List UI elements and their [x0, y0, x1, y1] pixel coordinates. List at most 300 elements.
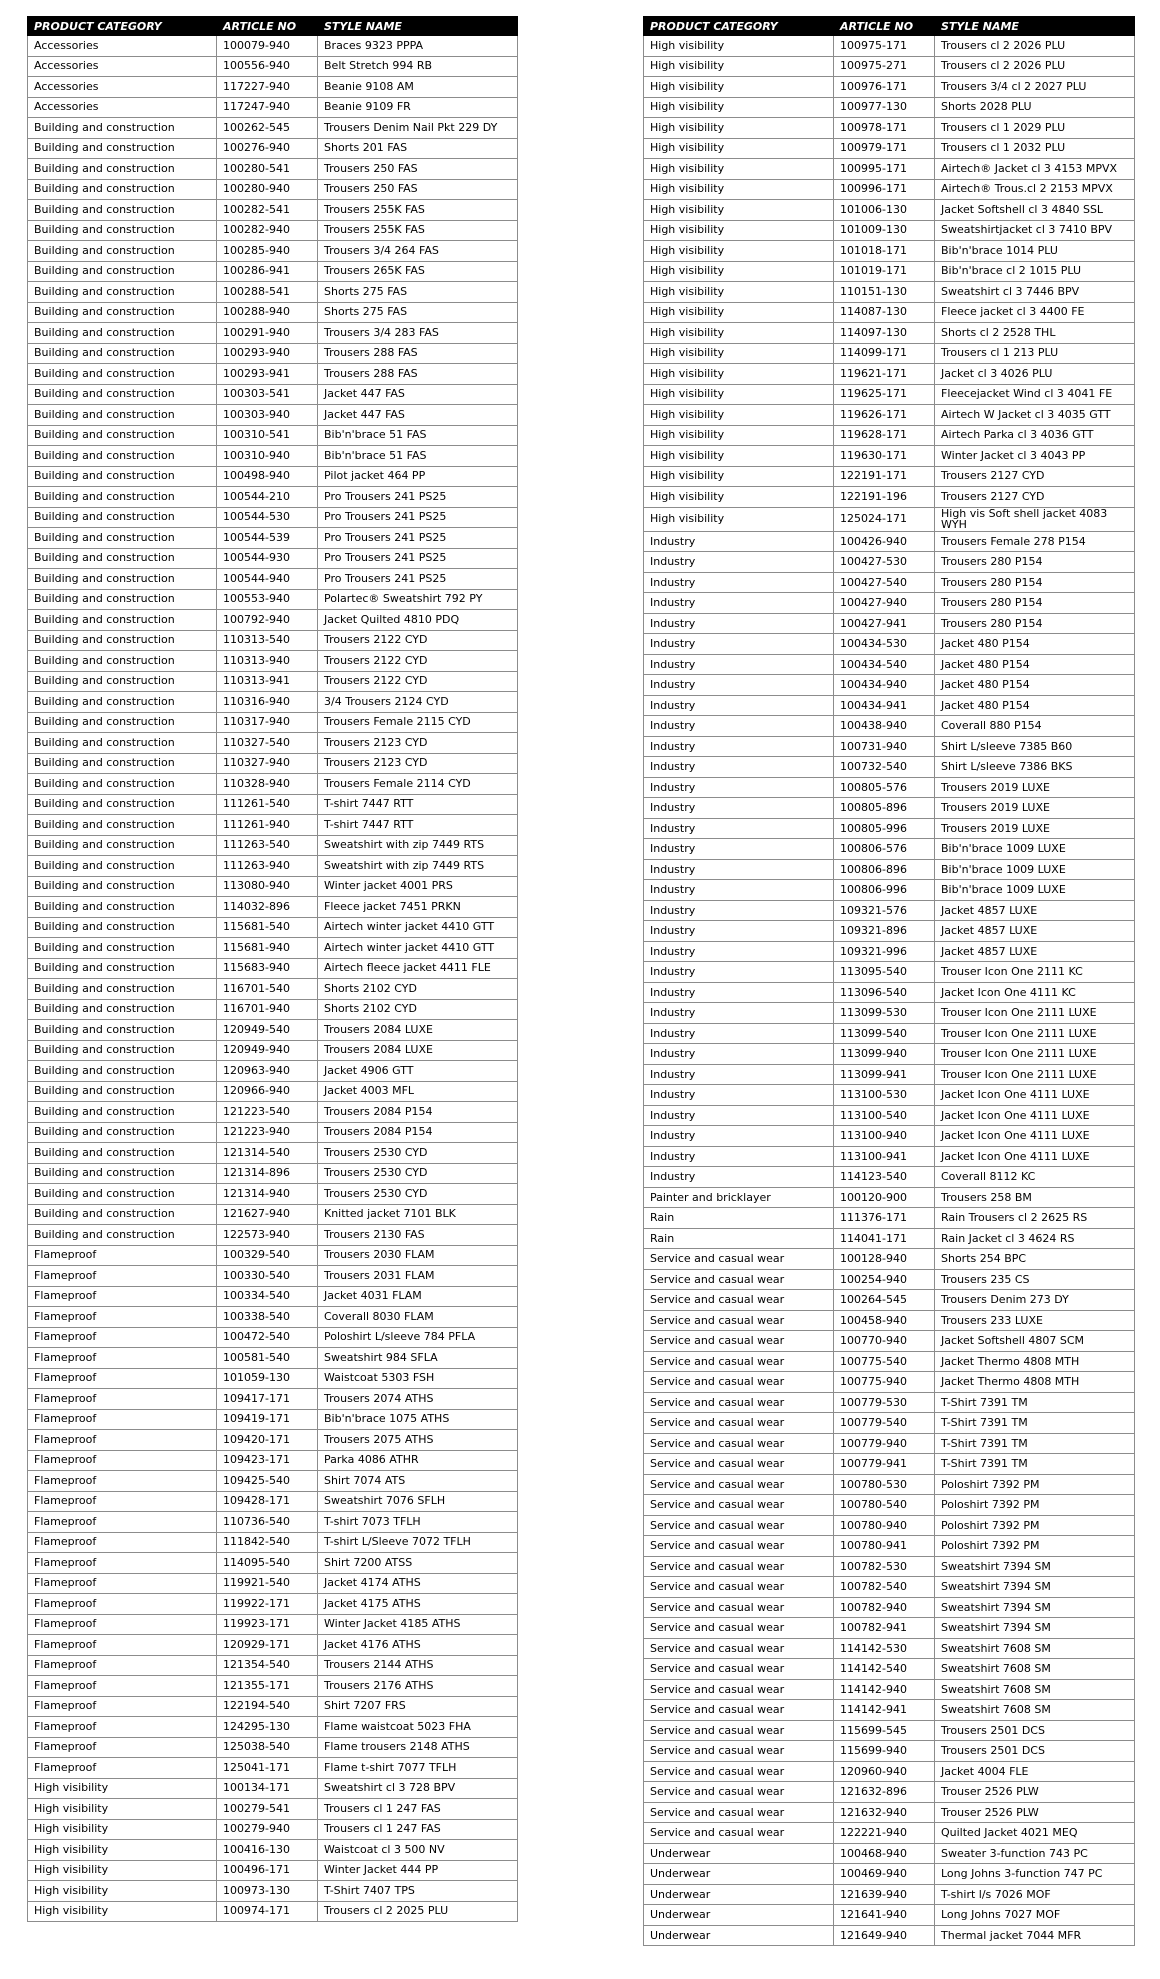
article-no-cell: 100310-940 — [217, 446, 318, 467]
table-row — [28, 118, 518, 139]
style-name-cell: Coverall 8112 KC — [935, 1167, 1135, 1188]
article-no-cell: 100427-540 — [834, 572, 935, 593]
table-row — [28, 261, 518, 282]
style-name-cell: Sweatshirt 7076 SFLH — [318, 1491, 518, 1512]
table-row — [644, 282, 1135, 303]
product-category-cell: Building and construction — [28, 897, 217, 918]
style-name-cell: Trousers 2123 CYD — [318, 733, 518, 754]
article-no-cell: 122221-940 — [834, 1823, 935, 1844]
article-no-cell: 100775-940 — [834, 1372, 935, 1393]
product-category-cell: High visibility — [644, 200, 834, 221]
style-name-cell: Sweatshirt with zip 7449 RTS — [318, 835, 518, 856]
style-name-cell: Winter Jacket cl 3 4043 PP — [935, 446, 1135, 467]
style-name-cell: Flame t-shirt 7077 TFLH — [318, 1758, 518, 1779]
article-no-cell: 101018-171 — [834, 241, 935, 262]
article-no-cell: 100792-940 — [217, 610, 318, 631]
table-row — [28, 1286, 518, 1307]
style-name-cell: Jacket Softshell cl 3 4840 SSL — [935, 200, 1135, 221]
style-name-cell: Jacket Icon One 4111 KC — [935, 982, 1135, 1003]
style-name-cell: Trousers 288 FAS — [318, 364, 518, 385]
article-no-cell: 100779-530 — [834, 1392, 935, 1413]
product-category-cell: Industry — [644, 900, 834, 921]
style-name-cell: Trousers 235 CS — [935, 1269, 1135, 1290]
article-no-cell: 100334-540 — [217, 1286, 318, 1307]
product-category-cell: Building and construction — [28, 774, 217, 795]
product-category-cell: Service and casual wear — [644, 1474, 834, 1495]
table-row — [28, 1532, 518, 1553]
article-no-cell: 100293-940 — [217, 343, 318, 364]
article-no-cell: 100806-576 — [834, 839, 935, 860]
article-no-cell: 100282-541 — [217, 200, 318, 221]
style-name-cell: Bib'n'brace cl 2 1015 PLU — [935, 261, 1135, 282]
article-no-cell: 119630-171 — [834, 446, 935, 467]
article-no-cell: 113099-530 — [834, 1003, 935, 1024]
article-no-cell: 116701-540 — [217, 979, 318, 1000]
product-category-cell: Rain — [644, 1228, 834, 1249]
product-category-cell: Service and casual wear — [644, 1413, 834, 1434]
table-row — [28, 794, 518, 815]
article-no-cell: 101059-130 — [217, 1368, 318, 1389]
table-row — [644, 1146, 1135, 1167]
product-category-cell: Industry — [644, 593, 834, 614]
table-row — [28, 589, 518, 610]
article-no-cell: 100780-540 — [834, 1495, 935, 1516]
style-name-cell: Coverall 880 P154 — [935, 716, 1135, 737]
style-name-cell: Trousers 2031 FLAM — [318, 1266, 518, 1287]
style-name-cell: Knitted jacket 7101 BLK — [318, 1204, 518, 1225]
style-name-cell: Jacket Icon One 4111 LUXE — [935, 1126, 1135, 1147]
product-category-cell: Building and construction — [28, 610, 217, 631]
article-no-cell: 100805-576 — [834, 777, 935, 798]
style-name-cell: Airtech W Jacket cl 3 4035 GTT — [935, 405, 1135, 426]
style-name-cell: Jacket Icon One 4111 LUXE — [935, 1105, 1135, 1126]
style-name-cell: Trousers 2122 CYD — [318, 651, 518, 672]
product-category-cell: Building and construction — [28, 589, 217, 610]
style-name-cell: Jacket Quilted 4810 PDQ — [318, 610, 518, 631]
style-name-cell: Trouser Icon One 2111 LUXE — [935, 1003, 1135, 1024]
table-row — [28, 1061, 518, 1082]
article-no-cell: 113099-940 — [834, 1044, 935, 1065]
table-row — [644, 695, 1135, 716]
article-no-cell: 100581-540 — [217, 1348, 318, 1369]
style-name-cell: Jacket 4906 GTT — [318, 1061, 518, 1082]
product-category-cell: Building and construction — [28, 856, 217, 877]
product-category-cell: Building and construction — [28, 979, 217, 1000]
style-name-cell: Airtech winter jacket 4410 GTT — [318, 917, 518, 938]
product-category-cell: High visibility — [644, 384, 834, 405]
header-article-no: ARTICLE NO — [217, 17, 318, 36]
style-name-cell: Jacket 4176 ATHS — [318, 1635, 518, 1656]
article-no-cell: 100975-271 — [834, 56, 935, 77]
table-row — [644, 1310, 1135, 1331]
style-name-cell: T-shirt l/s 7026 MOF — [935, 1884, 1135, 1905]
style-name-cell: Jacket 4031 FLAM — [318, 1286, 518, 1307]
article-no-cell: 100805-996 — [834, 818, 935, 839]
style-name-cell: Coverall 8030 FLAM — [318, 1307, 518, 1328]
article-no-cell: 100779-540 — [834, 1413, 935, 1434]
article-no-cell: 109425-540 — [217, 1471, 318, 1492]
style-name-cell: Trouser 2526 PLW — [935, 1802, 1135, 1823]
style-name-cell: Sweatshirt 7608 SM — [935, 1659, 1135, 1680]
article-no-cell: 119923-171 — [217, 1614, 318, 1635]
style-name-cell: Shirt 7074 ATS — [318, 1471, 518, 1492]
product-category-cell: Service and casual wear — [644, 1454, 834, 1475]
table-row — [28, 610, 518, 631]
product-category-cell: Building and construction — [28, 548, 217, 569]
style-name-cell: Belt Stretch 994 RB — [318, 56, 518, 77]
table-row — [28, 938, 518, 959]
article-no-cell: 120929-171 — [217, 1635, 318, 1656]
product-category-cell: Flameproof — [28, 1348, 217, 1369]
style-name-cell: Braces 9323 PPPA — [318, 36, 518, 57]
table-row — [644, 1392, 1135, 1413]
table-row — [644, 757, 1135, 778]
article-no-cell: 109321-576 — [834, 900, 935, 921]
product-category-cell: Accessories — [28, 97, 217, 118]
style-name-cell: Trousers 2176 ATHS — [318, 1676, 518, 1697]
style-name-cell: Trousers 3/4 264 FAS — [318, 241, 518, 262]
style-name-cell: Trousers 280 P154 — [935, 593, 1135, 614]
article-no-cell: 100553-940 — [217, 589, 318, 610]
style-name-cell: Trousers 2084 LUXE — [318, 1040, 518, 1061]
style-name-cell: Pro Trousers 241 PS25 — [318, 528, 518, 549]
product-category-cell: Flameproof — [28, 1717, 217, 1738]
style-name-cell: Trousers 2127 CYD — [935, 466, 1135, 487]
article-no-cell: 111261-540 — [217, 794, 318, 815]
style-name-cell: Trousers cl 1 2032 PLU — [935, 138, 1135, 159]
style-name-cell: Flame trousers 2148 ATHS — [318, 1737, 518, 1758]
product-category-cell: Flameproof — [28, 1553, 217, 1574]
product-category-cell: Building and construction — [28, 815, 217, 836]
table-row — [28, 343, 518, 364]
table-row — [644, 1618, 1135, 1639]
product-category-cell: Service and casual wear — [644, 1495, 834, 1516]
product-category-cell: Flameproof — [28, 1614, 217, 1635]
product-category-cell: Service and casual wear — [644, 1331, 834, 1352]
table-row — [28, 1696, 518, 1717]
article-no-cell: 120949-940 — [217, 1040, 318, 1061]
table-row — [644, 138, 1135, 159]
article-no-cell: 114097-130 — [834, 323, 935, 344]
style-name-cell: Winter Jacket 4185 ATHS — [318, 1614, 518, 1635]
table-row — [28, 835, 518, 856]
table-row — [644, 859, 1135, 880]
style-name-cell: Poloshirt L/sleeve 784 PFLA — [318, 1327, 518, 1348]
style-name-cell: Airtech Parka cl 3 4036 GTT — [935, 425, 1135, 446]
article-no-cell: 110317-940 — [217, 712, 318, 733]
table-row — [644, 634, 1135, 655]
table-row — [644, 1720, 1135, 1741]
style-name-cell: Pro Trousers 241 PS25 — [318, 548, 518, 569]
article-no-cell: 113096-540 — [834, 982, 935, 1003]
style-name-cell: Trousers 2501 DCS — [935, 1720, 1135, 1741]
table-row — [28, 466, 518, 487]
product-category-cell: Industry — [644, 634, 834, 655]
article-no-cell: 100544-539 — [217, 528, 318, 549]
product-category-cell: Building and construction — [28, 282, 217, 303]
article-no-cell: 121632-896 — [834, 1782, 935, 1803]
article-no-cell: 100496-171 — [217, 1860, 318, 1881]
table-row — [28, 1368, 518, 1389]
style-name-cell: Sweatshirt cl 3 7446 BPV — [935, 282, 1135, 303]
table-row — [28, 302, 518, 323]
style-name-cell: Waistcoat 5303 FSH — [318, 1368, 518, 1389]
table-row — [644, 1290, 1135, 1311]
article-no-cell: 100288-940 — [217, 302, 318, 323]
article-no-cell: 120963-940 — [217, 1061, 318, 1082]
product-category-cell: Service and casual wear — [644, 1638, 834, 1659]
product-category-cell: Industry — [644, 1126, 834, 1147]
product-category-cell: High visibility — [644, 261, 834, 282]
product-category-cell: Building and construction — [28, 917, 217, 938]
product-category-cell: Building and construction — [28, 1061, 217, 1082]
style-name-cell: Jacket 447 FAS — [318, 405, 518, 426]
style-name-cell: T-Shirt 7391 TM — [935, 1413, 1135, 1434]
table-row — [28, 1819, 518, 1840]
style-name-cell: Trousers 2084 LUXE — [318, 1020, 518, 1041]
table-row — [644, 1331, 1135, 1352]
table-row — [28, 1512, 518, 1533]
style-name-cell: Fleece jacket cl 3 4400 FE — [935, 302, 1135, 323]
header-product-category: PRODUCT CATEGORY — [644, 17, 834, 36]
article-no-cell: 100544-930 — [217, 548, 318, 569]
style-name-cell: Sweatshirt 7394 SM — [935, 1577, 1135, 1598]
article-no-cell: 100330-540 — [217, 1266, 318, 1287]
table-row — [644, 1597, 1135, 1618]
table-row — [644, 1925, 1135, 1946]
table-row — [644, 572, 1135, 593]
style-name-cell: Pro Trousers 241 PS25 — [318, 569, 518, 590]
article-no-cell: 111263-540 — [217, 835, 318, 856]
product-category-cell: Service and casual wear — [644, 1577, 834, 1598]
table-row — [28, 1758, 518, 1779]
article-no-cell: 109419-171 — [217, 1409, 318, 1430]
style-name-cell: Shirt L/sleeve 7386 BKS — [935, 757, 1135, 778]
table-row — [28, 692, 518, 713]
style-name-cell: Jacket 4003 MFL — [318, 1081, 518, 1102]
article-no-cell: 100995-171 — [834, 159, 935, 180]
style-name-cell: Beanie 9108 AM — [318, 77, 518, 98]
article-no-cell: 111261-940 — [217, 815, 318, 836]
table-row — [28, 548, 518, 569]
style-name-cell: Trousers 2130 FAS — [318, 1225, 518, 1246]
style-name-cell: Airtech® Trous.cl 2 2153 MPVX — [935, 179, 1135, 200]
article-no-cell: 101006-130 — [834, 200, 935, 221]
article-no-cell: 100280-940 — [217, 179, 318, 200]
product-category-cell: Industry — [644, 1003, 834, 1024]
article-no-cell: 116701-940 — [217, 999, 318, 1020]
product-category-cell: Service and casual wear — [644, 1597, 834, 1618]
article-no-cell: 120949-540 — [217, 1020, 318, 1041]
article-no-cell: 100498-940 — [217, 466, 318, 487]
table-row — [28, 384, 518, 405]
product-category-cell: Flameproof — [28, 1676, 217, 1697]
product-table-left — [27, 16, 518, 1922]
product-category-cell: High visibility — [644, 466, 834, 487]
table-row — [28, 1840, 518, 1861]
table-row — [28, 1204, 518, 1225]
product-category-cell: Industry — [644, 921, 834, 942]
table-row — [28, 815, 518, 836]
style-name-cell: Jacket 4174 ATHS — [318, 1573, 518, 1594]
style-name-cell: Trousers 280 P154 — [935, 552, 1135, 573]
product-category-cell: Building and construction — [28, 671, 217, 692]
style-name-cell: T-shirt 7447 RTT — [318, 815, 518, 836]
article-no-cell: 121223-940 — [217, 1122, 318, 1143]
article-no-cell: 100782-540 — [834, 1577, 935, 1598]
table-row — [28, 569, 518, 590]
table-row — [28, 917, 518, 938]
table-row — [28, 138, 518, 159]
article-no-cell: 100544-210 — [217, 487, 318, 508]
style-name-cell: Sweatshirt 7394 SM — [935, 1556, 1135, 1577]
style-name-cell: Jacket 4857 LUXE — [935, 941, 1135, 962]
article-no-cell: 100978-171 — [834, 118, 935, 139]
product-category-cell: Building and construction — [28, 1204, 217, 1225]
table-row — [28, 1081, 518, 1102]
product-category-cell: Flameproof — [28, 1573, 217, 1594]
article-no-cell: 121627-940 — [217, 1204, 318, 1225]
article-no-cell: 109420-171 — [217, 1430, 318, 1451]
style-name-cell: Shorts cl 2 2528 THL — [935, 323, 1135, 344]
product-category-cell: Industry — [644, 572, 834, 593]
table-row — [644, 798, 1135, 819]
header-style-name: STYLE NAME — [318, 17, 518, 36]
article-no-cell: 117247-940 — [217, 97, 318, 118]
product-category-cell: Building and construction — [28, 753, 217, 774]
table-row — [644, 1536, 1135, 1557]
product-category-cell: Building and construction — [28, 487, 217, 508]
table-row — [28, 405, 518, 426]
table-row — [28, 1327, 518, 1348]
style-name-cell: Trousers 2127 CYD — [935, 487, 1135, 508]
table-row — [644, 384, 1135, 405]
article-no-cell: 100310-541 — [217, 425, 318, 446]
style-name-cell: Trousers 265K FAS — [318, 261, 518, 282]
style-name-cell: Fleecejacket Wind cl 3 4041 FE — [935, 384, 1135, 405]
table-row — [644, 97, 1135, 118]
product-category-cell: Service and casual wear — [644, 1782, 834, 1803]
product-category-cell: Industry — [644, 695, 834, 716]
style-name-cell: Trousers 255K FAS — [318, 200, 518, 221]
article-no-cell: 100780-530 — [834, 1474, 935, 1495]
article-no-cell: 100438-940 — [834, 716, 935, 737]
product-category-cell: High visibility — [644, 405, 834, 426]
product-category-cell: High visibility — [28, 1840, 217, 1861]
table-row — [28, 1471, 518, 1492]
style-name-cell: Polartec® Sweatshirt 792 PY — [318, 589, 518, 610]
product-category-cell: Building and construction — [28, 302, 217, 323]
style-name-cell: Jacket 480 P154 — [935, 634, 1135, 655]
table-row — [644, 1474, 1135, 1495]
product-category-cell: Industry — [644, 1146, 834, 1167]
product-category-cell: Building and construction — [28, 446, 217, 467]
style-name-cell: Sweatshirt 7394 SM — [935, 1597, 1135, 1618]
style-name-cell: Sweatshirt 7608 SM — [935, 1638, 1135, 1659]
style-name-cell: Trouser Icon One 2111 LUXE — [935, 1044, 1135, 1065]
product-category-cell: Building and construction — [28, 220, 217, 241]
product-category-cell: Industry — [644, 654, 834, 675]
article-no-cell: 100779-940 — [834, 1433, 935, 1454]
table-row — [28, 753, 518, 774]
header-article-no: ARTICLE NO — [834, 17, 935, 36]
style-name-cell: Sweatshirt cl 3 728 BPV — [318, 1778, 518, 1799]
article-no-cell: 122191-196 — [834, 487, 935, 508]
product-category-cell: Building and construction — [28, 405, 217, 426]
article-no-cell: 100976-171 — [834, 77, 935, 98]
style-name-cell: Airtech fleece jacket 4411 FLE — [318, 958, 518, 979]
product-category-cell: High visibility — [28, 1799, 217, 1820]
style-name-cell: Shirt L/sleeve 7385 B60 — [935, 736, 1135, 757]
article-no-cell: 100974-171 — [217, 1901, 318, 1922]
style-name-cell: Jacket Thermo 4808 MTH — [935, 1372, 1135, 1393]
article-no-cell: 100780-940 — [834, 1515, 935, 1536]
product-category-cell: High visibility — [644, 364, 834, 385]
table-row — [28, 1799, 518, 1820]
article-no-cell: 100806-896 — [834, 859, 935, 880]
table-row — [644, 962, 1135, 983]
product-category-cell: Service and casual wear — [644, 1720, 834, 1741]
product-category-cell: Building and construction — [28, 159, 217, 180]
product-category-cell: Service and casual wear — [644, 1249, 834, 1270]
table-header-row — [644, 17, 1135, 36]
table-row — [644, 1044, 1135, 1065]
product-category-cell: Industry — [644, 880, 834, 901]
table-row — [28, 528, 518, 549]
product-category-cell: Industry — [644, 1105, 834, 1126]
style-name-cell: Jacket 4175 ATHS — [318, 1594, 518, 1615]
article-no-cell: 115681-940 — [217, 938, 318, 959]
article-no-cell: 100288-541 — [217, 282, 318, 303]
style-name-cell: Shorts 201 FAS — [318, 138, 518, 159]
table-row — [28, 1409, 518, 1430]
product-category-cell: Flameproof — [28, 1450, 217, 1471]
table-row — [28, 1348, 518, 1369]
style-name-cell: Winter Jacket 444 PP — [318, 1860, 518, 1881]
product-category-cell: Industry — [644, 777, 834, 798]
article-no-cell: 100472-540 — [217, 1327, 318, 1348]
style-name-cell: Pro Trousers 241 PS25 — [318, 507, 518, 528]
article-no-cell: 100416-130 — [217, 1840, 318, 1861]
style-name-cell: Quilted Jacket 4021 MEQ — [935, 1823, 1135, 1844]
table-row — [644, 1905, 1135, 1926]
table-row — [28, 77, 518, 98]
product-category-cell: Flameproof — [28, 1758, 217, 1779]
table-row — [644, 777, 1135, 798]
style-name-cell: Trousers cl 2 2025 PLU — [318, 1901, 518, 1922]
article-no-cell: 114095-540 — [217, 1553, 318, 1574]
style-name-cell: Jacket 4857 LUXE — [935, 900, 1135, 921]
table-row — [28, 220, 518, 241]
article-no-cell: 100975-171 — [834, 36, 935, 57]
style-name-cell: Sweatshirt 7394 SM — [935, 1618, 1135, 1639]
article-no-cell: 113099-941 — [834, 1064, 935, 1085]
product-category-cell: Industry — [644, 798, 834, 819]
article-no-cell: 100427-941 — [834, 613, 935, 634]
product-category-cell: Flameproof — [28, 1471, 217, 1492]
product-category-cell: High visibility — [644, 56, 834, 77]
table-row — [28, 1901, 518, 1922]
style-name-cell: Trousers cl 1 247 FAS — [318, 1799, 518, 1820]
product-category-cell: Building and construction — [28, 1040, 217, 1061]
product-category-cell: Flameproof — [28, 1594, 217, 1615]
table-row — [644, 1167, 1135, 1188]
article-no-cell: 100782-940 — [834, 1597, 935, 1618]
style-name-cell: Airtech® Jacket cl 3 4153 MPVX — [935, 159, 1135, 180]
table-row — [644, 1228, 1135, 1249]
article-no-cell: 119626-171 — [834, 405, 935, 426]
article-no-cell: 109423-171 — [217, 1450, 318, 1471]
